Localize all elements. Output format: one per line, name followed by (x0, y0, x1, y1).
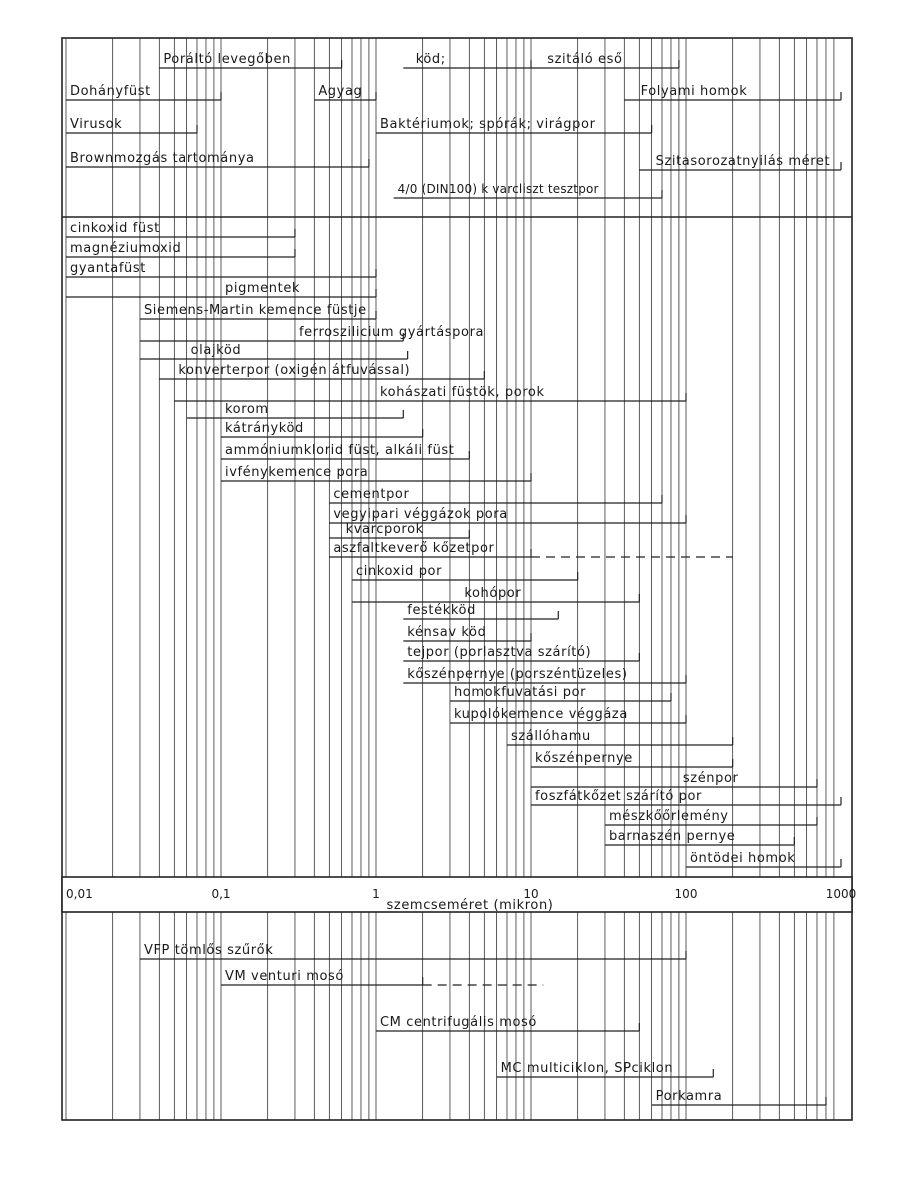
range-label: korom (225, 402, 269, 417)
range-label: magnéziumoxid (70, 241, 182, 256)
range-label: barnaszén pernye (608, 829, 736, 844)
tick-label: 100 (674, 887, 698, 901)
range-label: kőszénpernye (535, 751, 633, 766)
range-label: cinkoxid füst (70, 221, 160, 236)
range-label: CM centrifugális mosó (380, 1015, 537, 1030)
tick-label: 10 (523, 887, 539, 901)
range-label: ferroszilicium gyártáspora (298, 325, 485, 340)
tick-label: 0,01 (66, 887, 93, 901)
range-label: ivfénykemence pora (225, 465, 369, 480)
range-label: Baktériumok; spórák; virágpor (380, 117, 596, 132)
tick-label: 1000 (825, 887, 857, 901)
range-label: foszfátkőzet szárító por (535, 789, 702, 804)
range-label: vegyipari véggázok pora (333, 507, 508, 522)
range-label: kénsav köd (407, 625, 487, 640)
range-label: cementpor (333, 487, 410, 502)
range-label: kohópor (464, 586, 522, 601)
range-label: festékköd (407, 603, 476, 618)
range-label: kőszénpernye (porszéntüzeles) (407, 667, 628, 682)
range-label: aszfaltkeverő kőzetpor (333, 541, 495, 556)
range-label: Virusok (70, 117, 123, 132)
range-label: kátrányköd (225, 421, 304, 436)
range-label: Porkamra (655, 1089, 723, 1104)
range-label: ammóniumklorid füst, alkáli füst (225, 443, 455, 458)
range-label: szállóhamu (510, 729, 591, 744)
range-label: olajköd (190, 343, 242, 358)
range-label: pigmentek (225, 281, 301, 296)
range-label: mészkőőrlemény (608, 809, 729, 824)
tick-label: 1 (372, 887, 380, 901)
range-label: konverterpor (oxigén átfuvással) (178, 363, 411, 378)
range-label: VM venturi mosó (225, 969, 344, 984)
range-label: Poráltó levegőben (163, 52, 291, 67)
range-label: kohászati füstök, porok (380, 385, 545, 400)
range-label: Siemens-Martin kemence füstje (143, 303, 367, 318)
range-label: köd; (415, 52, 446, 67)
range-label: öntödei homok (690, 851, 796, 866)
range-label: kupolókemence véggáza (453, 707, 628, 722)
range-label: homokfuvatási por (453, 685, 587, 700)
range-label: szénpor (682, 771, 739, 786)
range-label: gyantafüst (70, 261, 146, 276)
range-label: 4/0 (DIN100) k varcliszt tesztpor (397, 182, 599, 196)
x-axis-title: szemcseméret (mikron) (386, 898, 554, 913)
range-label: MC multiciklon, SPciklon (500, 1061, 674, 1076)
range-label: Agyag (318, 84, 363, 99)
range-label: cinkoxid por (355, 564, 443, 579)
range-label: tejpor (porlasztva szárító) (407, 645, 592, 660)
range-label: Dohányfüst (70, 84, 151, 99)
tick-label: 0,1 (211, 887, 231, 901)
range-label: kvarcporok (345, 522, 424, 537)
range-label: Folyami homok (640, 84, 748, 99)
range-label: Szitasorozatnyilás méret (655, 154, 831, 169)
range-label: VFP tömlős szűrők (143, 943, 274, 958)
range-label: Brownmozgás tartománya (70, 151, 255, 166)
range-label: szitáló eső (547, 52, 623, 67)
